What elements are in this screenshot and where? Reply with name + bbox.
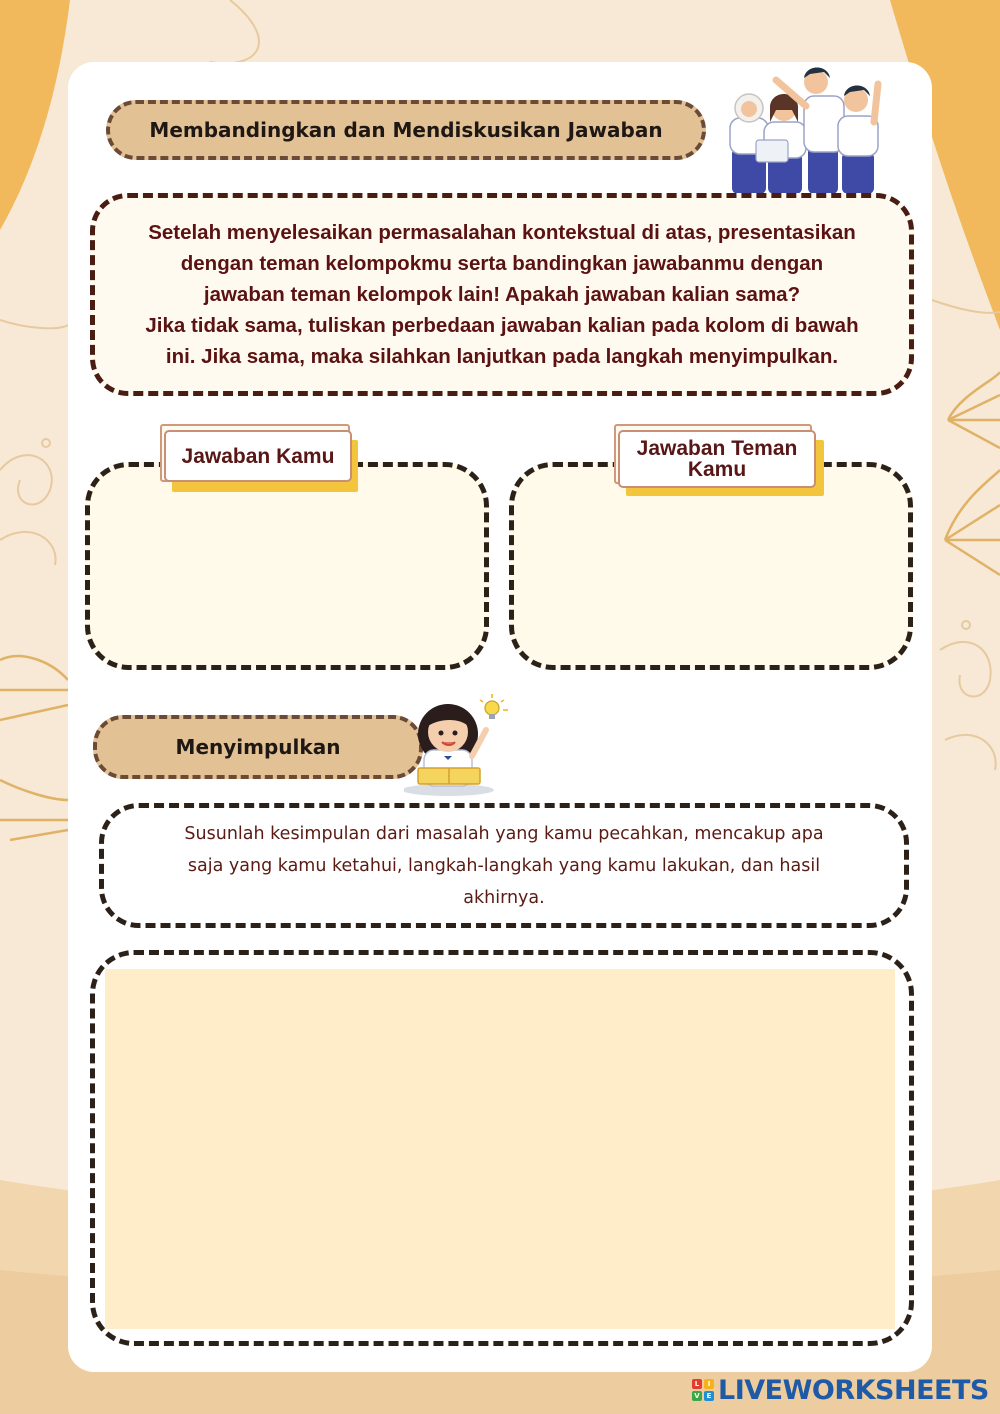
conclusion-answer-area[interactable] xyxy=(105,969,895,1329)
logo-letter-i: I xyxy=(704,1379,714,1389)
students-illustration xyxy=(724,60,886,196)
conclusion-instruction-text xyxy=(184,818,823,914)
girl-reading-illustration xyxy=(404,690,516,798)
instruction-line-2: dengan teman kelompokmu serta bandingkan jawabanmu dengan xyxy=(180,252,824,275)
conclusion-instruction-box xyxy=(99,803,909,928)
instruction-line-4: Jika tidak sama, tuliskan perbedaan jawaban kalian pada kolom di bawah xyxy=(145,314,859,337)
answer-box-kamu[interactable] xyxy=(85,462,489,670)
instruction-line-3: jawaban teman kelompok lain! Apakah jawaban kalian sama? xyxy=(203,283,801,306)
liveworksheets-logo xyxy=(692,1374,989,1406)
section-title-conclude: Menyimpulkan xyxy=(93,715,423,779)
logo-brand-text: LIVEWORKSHEETS xyxy=(718,1374,989,1406)
instruction-text xyxy=(145,217,858,372)
label-jawaban-teman-line1: Jawaban Teman xyxy=(636,437,798,460)
logo-letter-e: E xyxy=(704,1391,714,1401)
label-jawaban-teman-line2: Kamu xyxy=(687,458,747,481)
conclusion-line-1: Susunlah kesimpulan dari masalah yang kamu pecahkan, mencakup apa xyxy=(184,823,824,844)
logo-letter-l: L xyxy=(692,1379,702,1389)
label-jawaban-kamu: Jawaban Kamu xyxy=(164,430,352,482)
label-jawaban-teman xyxy=(618,430,816,488)
logo-grid-icon xyxy=(692,1379,714,1401)
instruction-box xyxy=(90,193,914,396)
logo-letter-v: V xyxy=(692,1391,702,1401)
conclusion-line-3: akhirnya. xyxy=(463,887,545,908)
conclusion-line-2: saja yang kamu ketahui, langkah-langkah yang kamu lakukan, dan hasil xyxy=(187,855,821,876)
instruction-line-1: Setelah menyelesaikan permasalahan kontekstual di atas, presentasikan xyxy=(148,221,856,244)
instruction-line-5: ini. Jika sama, maka silahkan lanjutkan pada langkah menyimpulkan. xyxy=(165,345,839,368)
section-title-compare: Membandingkan dan Mendiskusikan Jawaban xyxy=(106,100,706,160)
